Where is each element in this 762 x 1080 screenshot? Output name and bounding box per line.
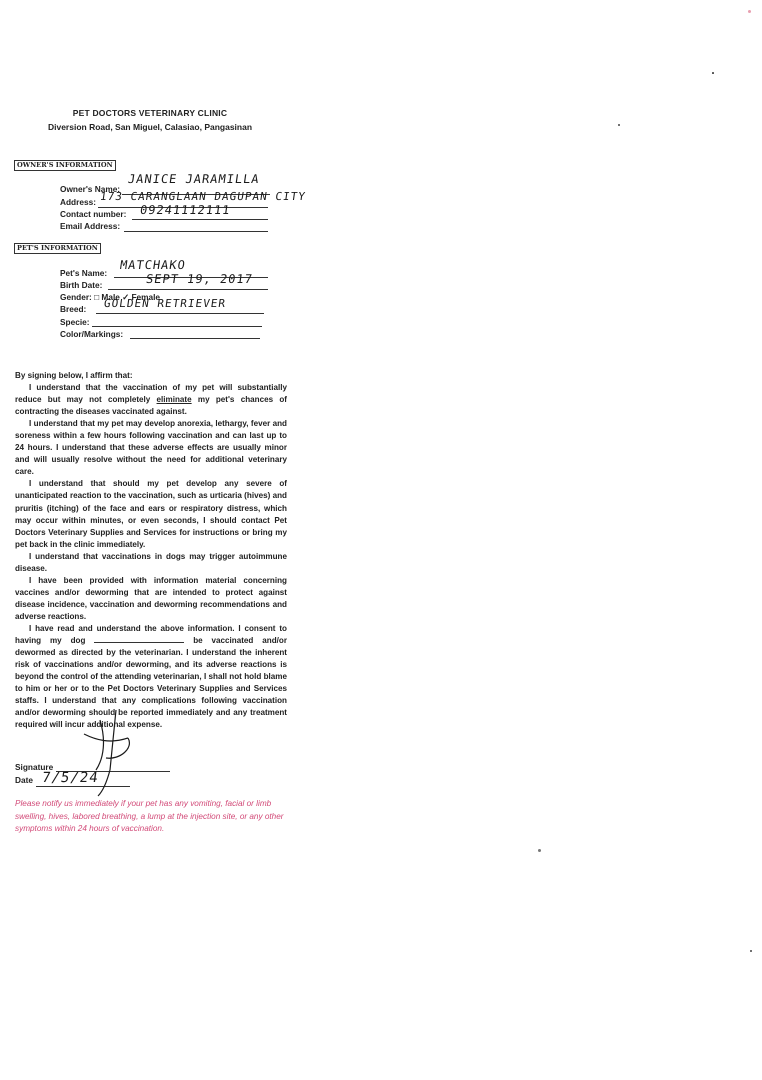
scan-speck [618, 124, 620, 126]
contact-number-line [132, 219, 268, 220]
breed-line [96, 313, 264, 314]
post-vaccination-note: Please notify us immediately if your pet has any vomiting, facial or limb swelling, hives, labored breathing, a lump at the injection site, or any other symptoms within 24 hours of vaccination. [15, 799, 284, 833]
owner-name-label: Owner's Name: [60, 184, 121, 194]
pet-section-title: PET'S INFORMATION [14, 243, 101, 254]
owner-section-title: OWNER'S INFORMATION [14, 160, 116, 171]
consent-paragraph-5: I have been provided with information material concerning vaccines and/or deworming that are intended to protect against disease incidence, vaccination and deworming recommendations and adverse reactions. [15, 575, 287, 621]
birth-date-line [108, 289, 268, 290]
date-value: 7/5/24 [40, 770, 100, 786]
clinic-address: Diversion Road, San Miguel, Calasiao, Pangasinan [47, 122, 253, 132]
scan-speck [748, 10, 751, 13]
contact-number-value: 09241112111 [139, 203, 232, 217]
specie-label: Specie: [60, 317, 90, 327]
breed-label: Breed: [60, 304, 87, 314]
specie-line [92, 326, 262, 327]
signature-scribble [76, 700, 146, 800]
pet-name-value: MATCHAKO [119, 258, 187, 272]
birth-date-label: Birth Date: [60, 280, 103, 290]
color-markings-label: Color/Markings: [60, 329, 124, 339]
scan-speck [750, 950, 752, 952]
gender-label: Gender: □ Male ✓ Female [60, 292, 161, 302]
consent-paragraph-2: I understand that my pet may develop anorexia, lethargy, fever and soreness within a few hours following vaccination and can last up to 24 hours. I understand that these adverse effects are usually minor and will usually resolve without the need for additional veterinary care. [15, 419, 287, 477]
owner-address-value: 173 CARANGLAAN DAGUPAN CITY [99, 190, 307, 203]
color-markings-line [130, 338, 260, 339]
consent-paragraph-3: I understand that should my pet develop any severe of unanticipated reaction to the vaccination, such as urticaria (hives) and pruritis (itching) of the face and ears or respiratory distress, which may occur within minutes, or even seconds, I should contact Pet Doctors Veterinary Supplies and Services for instructions or bring my pet back in the clinic immediately. [15, 479, 287, 549]
clinic-name: PET DOCTORS VETERINARY CLINIC [72, 108, 228, 118]
scan-speck [538, 849, 541, 852]
consent-text [15, 370, 287, 731]
dog-name-blank [94, 635, 184, 643]
underlined-word: eliminate [156, 395, 192, 405]
owner-name-value: JANICE JARAMILLA [127, 172, 261, 186]
consent-paragraph-1: I understand that the vaccination of my pet will substantially reduce but may not completely eliminate my pet's chances of contracting the diseases vaccinated against. [15, 383, 287, 417]
contact-number-label: Contact number: [60, 209, 127, 219]
date-label: Date [15, 775, 33, 785]
birth-date-value: SEPT 19, 2017 [145, 272, 254, 286]
email-label: Email Address: [60, 221, 121, 231]
consent-paragraph-4: I understand that vaccinations in dogs may trigger autoimmune disease. [15, 551, 287, 573]
email-line [124, 231, 268, 232]
owner-address-label: Address: [60, 197, 96, 207]
scan-speck [712, 72, 714, 74]
signature-label: Signature [15, 762, 54, 772]
breed-value: GOLDEN RETRIEVER [103, 297, 227, 310]
consent-intro: By signing below, I affirm that: [15, 371, 133, 380]
pet-name-label: Pet's Name: [60, 268, 108, 278]
consent-paragraph-6: I have read and understand the above information. I consent to having my dog be vaccinated and/or dewormed as directed by the veterinarian. I understand the inherent risk of vaccinations and/or deworming, and its adverse reactions is beyond the control of the attending veterinarian, I shall not hold blame to him or her or to the Pet Doctors Veterinary Supplies and Services staffs. I understand that any complications following vaccination and/or deworming should be reported immediately and any treatment required will incur additional expense. [15, 623, 287, 730]
